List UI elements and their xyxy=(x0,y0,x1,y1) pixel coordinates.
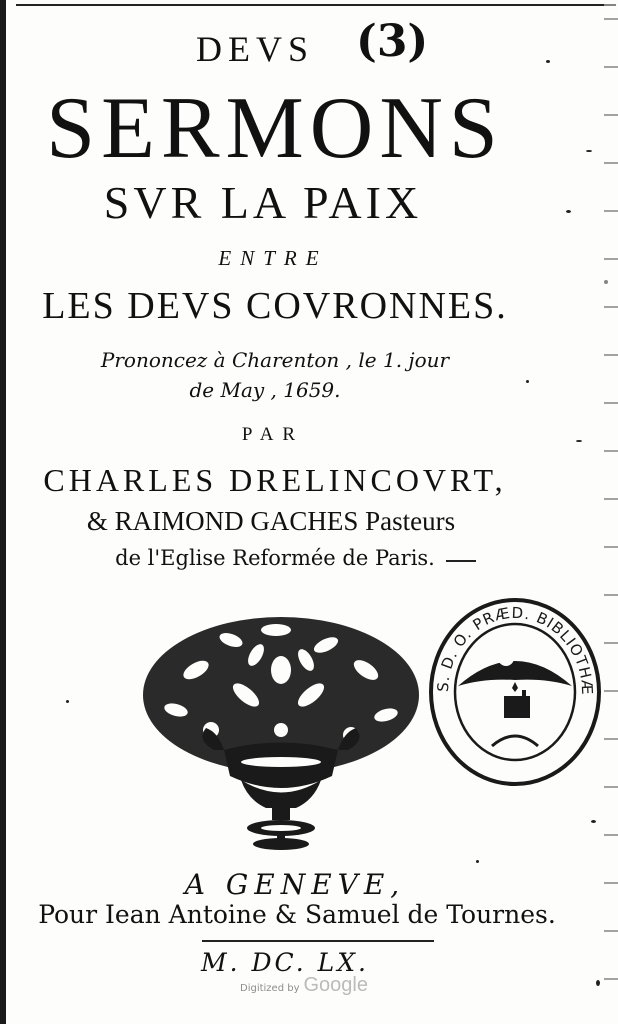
occasion-line-2: de May , 1659. xyxy=(189,378,341,402)
author-church: de l'Eglise Reformée de Paris. xyxy=(115,546,435,570)
handwritten-annotation: (3) xyxy=(356,16,429,67)
author-gaches: & RAIMOND GACHES Pasteurs xyxy=(86,506,456,536)
occasion-line-1: Prononcez à Charenton , le 1. jour xyxy=(100,348,450,372)
imprint-date: M. DC. LX. xyxy=(200,948,369,977)
google-logo: Google xyxy=(303,974,368,996)
flower-vase-ornament-icon xyxy=(136,600,426,855)
title-line-couronnes: LES DEVS COVRONNES. xyxy=(42,285,508,327)
title-line-entre: ENTRE xyxy=(218,246,328,270)
imprint-printer: Pour Iean Antoine & Samuel de Tournes. xyxy=(38,900,556,929)
author-par: PAR xyxy=(241,424,305,445)
page-edge xyxy=(604,0,618,1024)
title-line-paix: SVR LA PAIX xyxy=(103,177,423,228)
imprint-rule xyxy=(202,940,434,942)
digitized-watermark xyxy=(240,974,368,997)
seal-text: S. D. O. PRÆD. BIBLIOTHÆ xyxy=(433,603,597,696)
top-border xyxy=(16,4,616,6)
title-line-devs: DEVS xyxy=(195,29,314,69)
watermark-prefix: Digitized by xyxy=(240,983,300,994)
library-stamp-icon xyxy=(426,596,604,788)
imprint-place: A GENEVE, xyxy=(184,868,406,901)
title-line-sermons: SERMONS xyxy=(46,80,504,177)
author-drelincourt: CHARLES DRELINCOVRT, xyxy=(43,462,507,498)
